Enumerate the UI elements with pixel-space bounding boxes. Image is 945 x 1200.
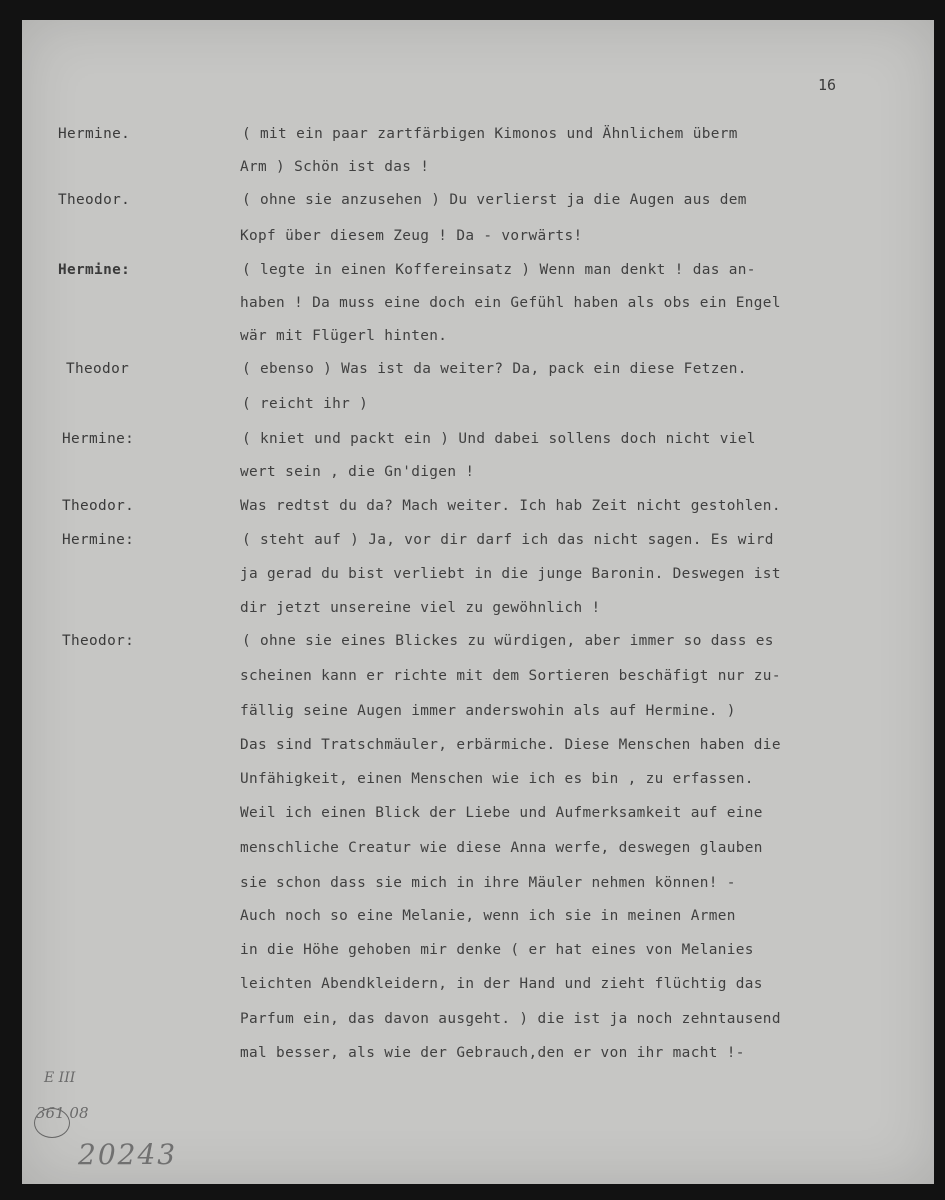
text-line: sie schon dass sie mich in ihre Mäuler nehmen können! - — [240, 875, 736, 891]
handwritten-mark: 20243 — [78, 1138, 178, 1171]
handwritten-mark: 361 08 — [36, 1104, 89, 1122]
text-line: ja gerad du bist verliebt in die junge Baronin. Deswegen ist — [240, 566, 781, 582]
text-line: in die Höhe gehoben mir denke ( er hat eines von Melanies — [240, 942, 754, 958]
text-line: ( kniet und packt ein ) Und dabei sollens doch nicht viel — [242, 431, 756, 447]
text-line: wert sein , die Gn'digen ! — [240, 464, 475, 480]
text-line: Arm ) Schön ist das ! — [240, 159, 430, 175]
speaker-label: Hermine: — [62, 431, 135, 447]
text-line: scheinen kann er richte mit dem Sortieren beschäfigt nur zu- — [240, 668, 781, 684]
speaker-label: Hermine: — [58, 262, 131, 278]
text-line: Parfum ein, das davon ausgeht. ) die ist ja noch zehntausend — [240, 1011, 781, 1027]
text-line: Auch noch so eine Melanie, wenn ich sie in meinen Armen — [240, 908, 736, 924]
speaker-label: Hermine: — [62, 532, 135, 548]
text-line: mal besser, als wie der Gebrauch,den er von ihr macht !- — [240, 1045, 745, 1061]
text-line: ( ebenso ) Was ist da weiter? Da, pack ein diese Fetzen. — [242, 361, 747, 377]
text-line: Unfähigkeit, einen Menschen wie ich es bin , zu erfassen. — [240, 771, 754, 787]
text-line: Kopf über diesem Zeug ! Da - vorwärts! — [240, 228, 583, 244]
text-line: ( steht auf ) Ja, vor dir darf ich das nicht sagen. Es wird — [242, 532, 774, 548]
text-line: dir jetzt unsereine viel zu gewöhnlich ! — [240, 600, 601, 616]
handwritten-mark: E III — [44, 1070, 76, 1086]
text-line: haben ! Da muss eine doch ein Gefühl haben als obs ein Engel — [240, 295, 781, 311]
speaker-label: Theodor. — [58, 192, 131, 208]
text-line: ( reicht ihr ) — [242, 396, 369, 412]
text-line: ( ohne sie eines Blickes zu würdigen, aber immer so dass es — [242, 633, 774, 649]
speaker-label: Theodor — [66, 361, 130, 377]
speaker-label: Theodor: — [62, 633, 135, 649]
text-line: ( mit ein paar zartfärbigen Kimonos und Ähnlichem überm — [242, 126, 738, 142]
text-line: Weil ich einen Blick der Liebe und Aufmerksamkeit auf eine — [240, 805, 763, 821]
text-line: ( legte in einen Koffereinsatz ) Wenn man denkt ! das an- — [242, 262, 756, 278]
text-line: leichten Abendkleidern, in der Hand und zieht flüchtig das — [240, 976, 763, 992]
text-line: Was redtst du da? Mach weiter. Ich hab Zeit nicht gestohlen. — [240, 498, 781, 514]
text-line: wär mit Flügerl hinten. — [240, 328, 448, 344]
speaker-label: Hermine. — [58, 126, 131, 142]
speaker-label: Theodor. — [62, 498, 135, 514]
text-line: ( ohne sie anzusehen ) Du verlierst ja die Augen aus dem — [242, 192, 747, 208]
text-line: menschliche Creatur wie diese Anna werfe, deswegen glauben — [240, 840, 763, 856]
text-line: fällig seine Augen immer anderswohin als auf Hermine. ) — [240, 703, 736, 719]
text-line: Das sind Tratschmäuler, erbärmiche. Diese Menschen haben die — [240, 737, 781, 753]
page-number: 16 — [818, 76, 837, 94]
